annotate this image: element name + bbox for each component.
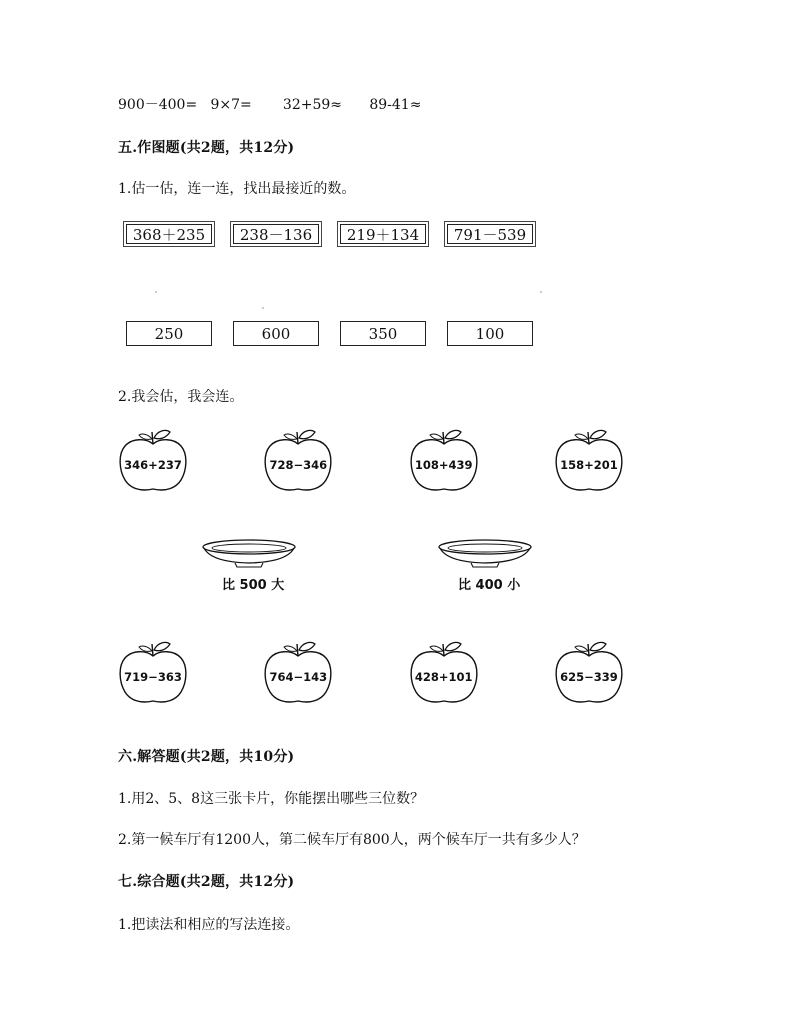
apple-label: 719−363 — [124, 670, 182, 684]
apple-label: 346+237 — [124, 458, 182, 472]
plate-label: 比 400 小 — [458, 578, 521, 593]
section6-title: 六.解答题(共2题，共10分) — [118, 749, 295, 765]
apple-row-bottom — [116, 638, 626, 706]
apple-label: 625−339 — [560, 670, 618, 684]
calc-item-2: 9×7= — [210, 97, 252, 113]
section5-q1: 1.估一估，连一连，找出最接近的数。 — [118, 181, 356, 197]
section7-q1: 1.把读法和相应的写法连接。 — [118, 917, 300, 933]
section6-q1: 1.用2、5、8这三张卡片，你能摆出哪些三位数？ — [118, 791, 425, 807]
apple-card — [552, 638, 626, 706]
calc-item-4: 89-41≈ — [369, 97, 422, 113]
connect-dot — [155, 291, 157, 293]
expr-box-1: 368＋235 — [126, 224, 212, 244]
calc-item-1: 900－400= — [118, 97, 198, 113]
plate-icon — [437, 538, 533, 572]
apple-card — [116, 638, 190, 706]
apple-card — [261, 426, 335, 494]
section6-q2: 2.第一候车厅有1200人，第二候车厅有800人，两个候车厅一共有多少人？ — [118, 832, 586, 848]
apple-card — [116, 426, 190, 494]
apple-card — [261, 638, 335, 706]
calc-item-3: 32+59≈ — [282, 97, 342, 113]
section5-title: 五.作图题(共2题，共12分) — [118, 140, 295, 156]
section5-q2: 2.我会估，我会连。 — [118, 389, 244, 405]
apple-card — [552, 426, 626, 494]
apple-label: 108+439 — [414, 458, 473, 472]
expr-box-3: 219＋134 — [340, 224, 426, 244]
apple-label: 158+201 — [560, 458, 618, 472]
answer-box-2: 600 — [233, 321, 319, 346]
answer-box-1: 250 — [126, 321, 212, 346]
section7-title: 七.综合题(共2题，共12分) — [118, 874, 295, 890]
connect-dot — [540, 291, 542, 293]
plate-icon — [201, 538, 297, 572]
bottom-box-row — [126, 321, 533, 346]
calc-line — [118, 94, 421, 114]
apple-label: 428+101 — [414, 670, 473, 684]
plate-label: 比 500 大 — [222, 578, 285, 593]
apple-card — [407, 638, 481, 706]
expr-box-2: 238－136 — [233, 224, 319, 244]
top-box-row — [126, 224, 533, 244]
apple-row-top — [116, 426, 626, 494]
answer-box-3: 350 — [340, 321, 426, 346]
connect-dot — [262, 307, 264, 309]
answer-box-4: 100 — [447, 321, 533, 346]
apple-label: 764−143 — [269, 670, 328, 684]
apple-label: 728−346 — [269, 458, 328, 472]
expr-box-4: 791－539 — [447, 224, 533, 244]
apple-card — [407, 426, 481, 494]
